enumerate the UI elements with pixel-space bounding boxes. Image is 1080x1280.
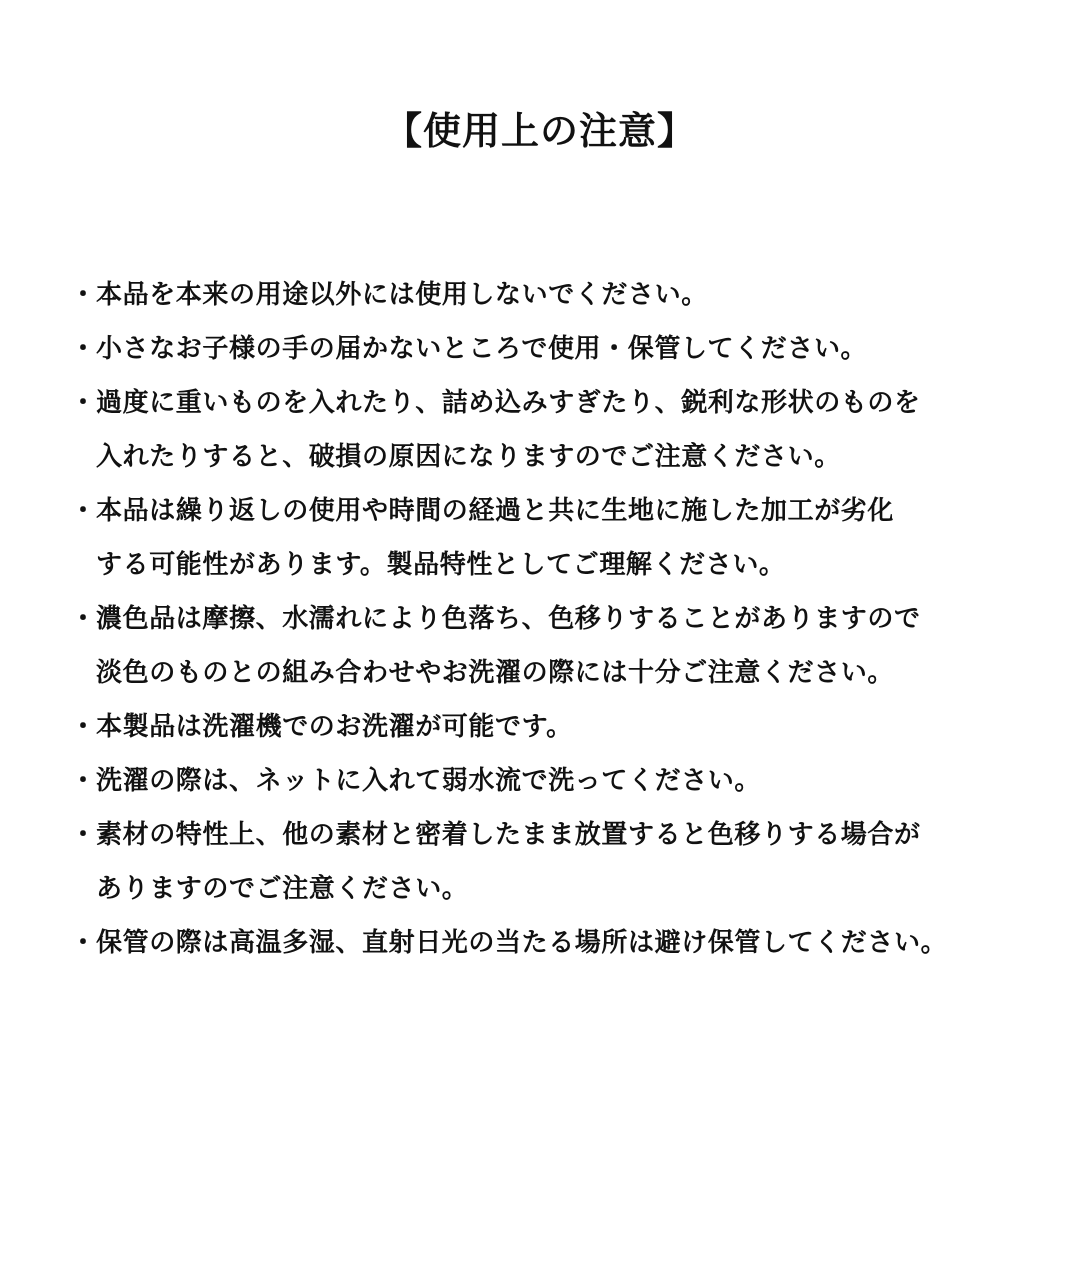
caution-item: [70, 592, 1045, 700]
page-title: 【使用上の注意】: [383, 109, 696, 154]
caution-text-line: 洗濯の際は、ネットに入れて弱水流で洗ってください。: [96, 766, 762, 796]
bullet-point: ・: [70, 820, 97, 850]
bullet-point: ・: [70, 496, 97, 526]
caution-text-line: ありますのでご注意ください。: [96, 874, 469, 904]
caution-list: [70, 268, 1045, 970]
caution-item: [70, 700, 1045, 754]
caution-text-line: 保管の際は高温多湿、直射日光の当たる場所は避け保管してください。: [96, 928, 948, 958]
bullet-point: ・: [70, 334, 97, 364]
caution-text-line: 小さなお子様の手の届かないところで使用・保管してください。: [96, 334, 868, 364]
caution-item: [70, 484, 1045, 592]
bullet-point: ・: [70, 766, 97, 796]
caution-text-line: 濃色品は摩擦、水濡れにより色落ち、色移りすることがありますので: [96, 604, 921, 634]
caution-text-line: 過度に重いものを入れたり、詰め込みすぎたり、鋭利な形状のものを: [96, 388, 921, 418]
caution-text-line: 入れたりすると、破損の原因になりますのでご注意ください。: [96, 442, 841, 472]
caution-item: [70, 808, 1045, 916]
caution-text-line: 本品を本来の用途以外には使用しないでください。: [96, 280, 708, 310]
caution-item: [70, 916, 1045, 970]
bullet-point: ・: [70, 280, 97, 310]
caution-text-line: 淡色のものとの組み合わせやお洗濯の際には十分ご注意ください。: [96, 658, 895, 688]
caution-item: [70, 268, 1045, 322]
bullet-point: ・: [70, 712, 97, 742]
caution-text-line: 本製品は洗濯機でのお洗濯が可能です。: [96, 712, 573, 742]
bullet-point: ・: [70, 388, 97, 418]
bullet-point: ・: [70, 928, 97, 958]
bullet-point: ・: [70, 604, 97, 634]
caution-item: [70, 754, 1045, 808]
caution-item: [70, 322, 1045, 376]
caution-text-line: 素材の特性上、他の素材と密着したまま放置すると色移りする場合が: [96, 820, 921, 850]
caution-text-line: 本品は繰り返しの使用や時間の経過と共に生地に施した加工が劣化: [96, 496, 895, 526]
caution-text-line: する可能性があります。製品特性としてご理解ください。: [96, 550, 786, 580]
caution-item: [70, 376, 1045, 484]
